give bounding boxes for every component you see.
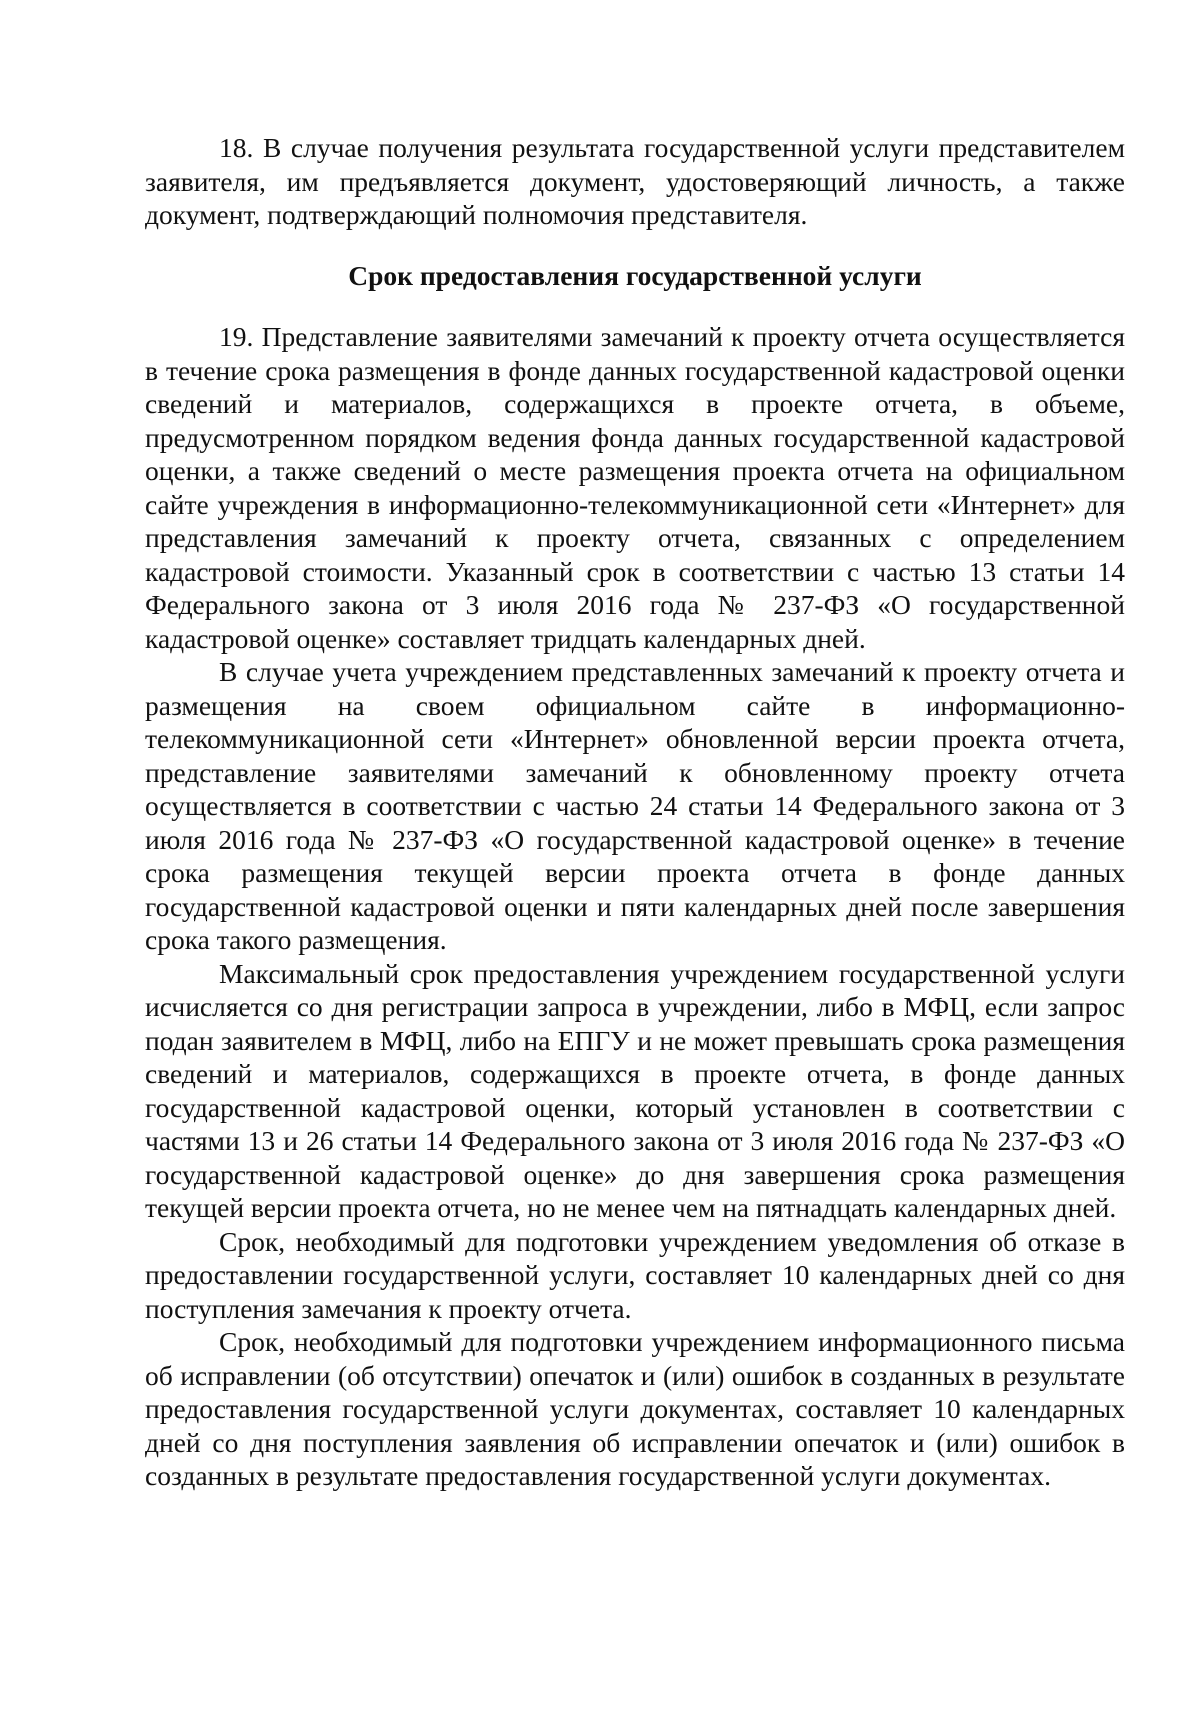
document-body bbox=[145, 131, 1125, 1493]
paragraph-refusal-notice: Срок, необходимый для подготовки учреждением уведомления об отказе в предоставлении государственной услуги, составляет 10 календарных дней со дня поступления замечания к проекту отчета. bbox=[145, 1225, 1125, 1324]
paragraph-18: 18. В случае получения результата государственной услуги представителем заявителя, им предъявляется документ, удостоверяющий личность, а также документ, подтверждающий полномочия представителя. bbox=[145, 132, 1125, 230]
paragraph-19: 19. Представление заявителями замечаний к проекту отчета осуществляется в течение срока размещения в фонде данных государственной кадастровой оценки сведений и материалов, содержащихся в проекте отчета, в объеме, предусмотренном порядком ведения фонда данных государственной кадастровой оценки, а также сведений о месте размещения проекта отчета на официальном сайте учреждения в информационно-телекоммуникационной сети «Интернет» для представления замечаний к проекту отчета, связанных с определением кадастровой стоимости. Указанный срок в соответствии с частью 13 статьи 14 Федерального закона от 3 июля 2016 года № 237-ФЗ «О государственной кадастровой оценке» составляет тридцать календарных дней. bbox=[145, 321, 1125, 654]
paragraph-max-term: Максимальный срок предоставления учреждением государственной услуги исчисляется со дня регистрации запроса в учреждении, либо в МФЦ, если запрос подан заявителем в МФЦ, либо на ЕПГУ и не может превышать срока размещения сведений и материалов, содержащихся в проекте отчета, в фонде данных государственной кадастровой оценки, который установлен в соответствии с частями 13 и 26 статьи 14 Федерального закона от 3 июля 2016 года № 237-ФЗ «О государственной кадастровой оценке» до дня завершения срока размещения текущей версии проекта отчета, но не менее чем на пятнадцать календарных дней. bbox=[145, 957, 1125, 1223]
paragraph-correction-letter: Срок, необходимый для подготовки учреждением информационного письма об исправлении (об отсутствии) опечаток и (или) ошибок в созданных в результате предоставления государственной услуги документах, составляет 10 календарных дней со дня поступления заявления об исправлении опечаток и (или) ошибок в созданных в результате предоставления государственной услуги документах. bbox=[145, 1326, 1125, 1491]
paragraph-updated-report: В случае учета учреждением представленных замечаний к проекту отчета и размещения на своем официальном сайте в информационно-телекоммуникационной сети «Интернет» обновленной версии проекта отчета, представление заявителями замечаний к обновленному проекту отчета осуществляется в соответствии с частью 24 статьи 14 Федерального закона от 3 июля 2016 года № 237-ФЗ «О государственной кадастровой оценке» в течение срока размещения текущей версии проекта отчета в фонде данных государственной кадастровой оценки и пяти календарных дней после завершения срока такого размещения. bbox=[145, 656, 1125, 955]
section-heading: Срок предоставления государственной услуги bbox=[348, 259, 922, 291]
